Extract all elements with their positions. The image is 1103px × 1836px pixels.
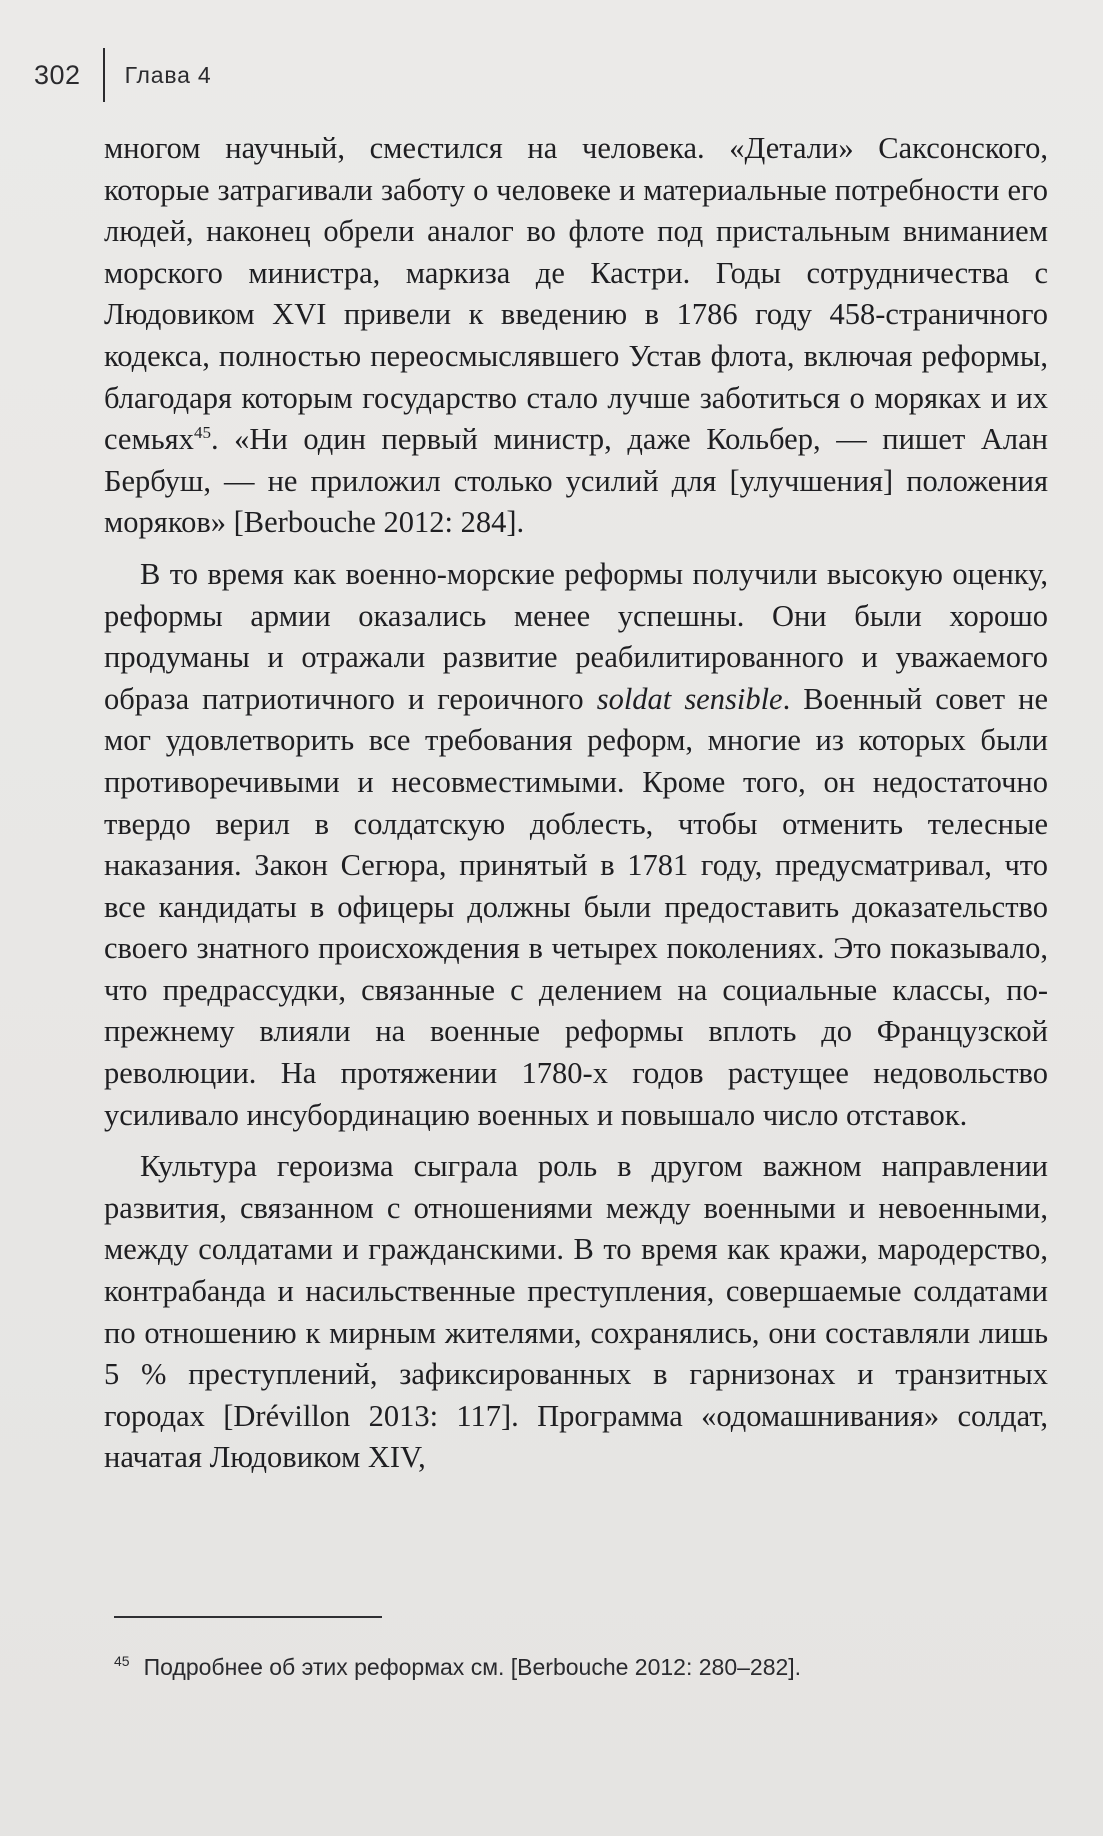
header-divider: [103, 48, 105, 102]
paragraph-text: . Военный совет не мог удовлетворить все требования реформ, многие из которых были противоречивыми и несовместимыми. Кроме того, он недостаточно твердо верил в солдатскую доблесть, чтобы отменить телесные наказания. Закон Сегюра, принятый в 1781 году, предусматривал, что все кандидаты в офицеры должны были предоставить доказательство своего знатного происхождения в четырех поколениях. Это показывало, что предрассудки, связанные с делением на социальные классы, по-прежнему влияли на военные реформы вплоть до Французской революции. На протяжении 1780-х годов растущее недовольство усиливало инсубординацию военных и повышало число отставок.: [104, 681, 1048, 1132]
footnote-number: 45: [114, 1653, 130, 1669]
footnote-text: Подробнее об этих реформах см. [Berbouche 2012: 280–282].: [143, 1654, 802, 1680]
running-head: [34, 48, 211, 102]
footnote-reference: 45: [193, 423, 211, 443]
paragraph: [104, 1146, 1048, 1479]
paragraph-text: . «Ни один первый министр, даже Кольбер, — пишет Алан Бербуш, — не приложил столько усилий для [улучшения] положения моряков» [Berbouche 2012: 284].: [104, 422, 1048, 540]
paragraph: [104, 128, 1048, 544]
footnote-divider: [114, 1616, 382, 1618]
chapter-label: Глава 4: [124, 61, 212, 88]
body-text: [104, 128, 1048, 1479]
paragraph-text: многом научный, сместился на человека. «Детали» Саксонского, которые затрагивали заботу о человеке и материальные потребности его людей, наконец обрели аналог во флоте под пристальным вниманием морского министра, маркиза де Кастри. Годы сотрудничества с Людовиком XVI привели к введению в 1786 году 458-страничного кодекса, полностью переосмыслявшего Устав флота, включая реформы, благодаря которым государство стало лучше заботиться о моряках и их семьях: [104, 131, 1048, 457]
paragraph: [104, 554, 1048, 1136]
page-number: 302: [34, 59, 81, 90]
italic-term: soldat sensible: [596, 681, 783, 716]
paragraph-text: В то время как военно-морские реформы получили высокую оценку, реформы армии оказались менее успешны. Они были хорошо продуманы и отражали развитие реабилитированного и уважаемого образа патриотичного и героичного: [104, 556, 1048, 716]
footnote: [114, 1652, 1014, 1682]
paragraph-text: Культура героизма сыграла роль в другом важном направлении развития, связанном с отношениями между военными и невоенными, между солдатами и гражданскими. В то время как кражи, мародерство, контрабанда и насильственные преступления, совершаемые солдатами по отношению к мирным жителями, сохранялись, они составляли лишь 5 % преступлений, зафиксированных в гарнизонах и транзитных городах [Drévillon 2013: 117]. Программа «одомашнивания» солдат, начатая Людовиком XIV,: [104, 1149, 1048, 1475]
